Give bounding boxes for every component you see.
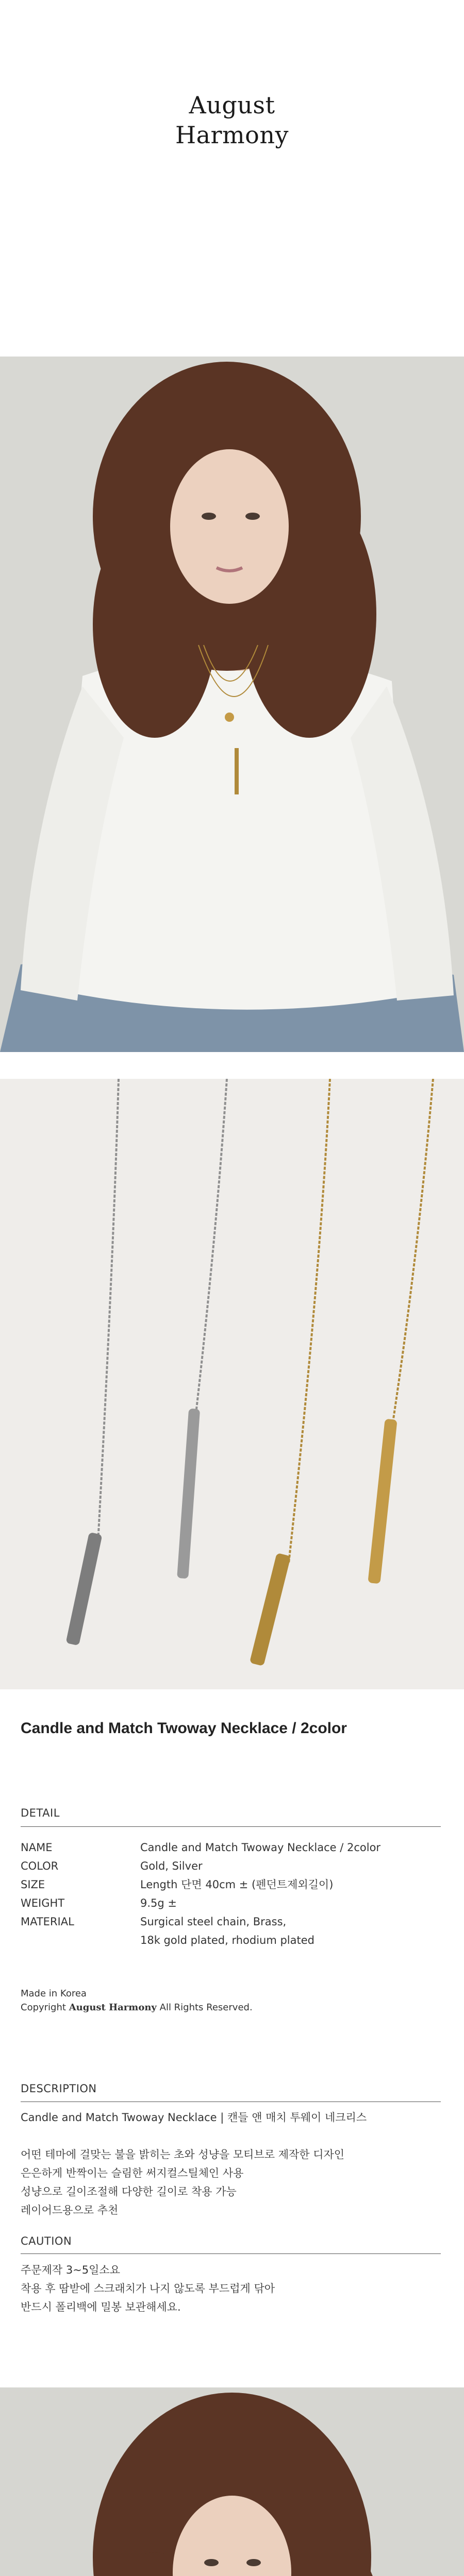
spec-row-size [21, 1875, 441, 1894]
spec-row-weight [21, 1894, 441, 1912]
copyright-suffix: All Rights Reserved. [159, 2002, 253, 2013]
spec-key: WEIGHT [21, 1897, 65, 1909]
copyright-brand: August Harmony [69, 2002, 157, 2013]
caution-heading: CAUTION [21, 2235, 72, 2247]
made-in-text: Made in Korea [21, 1988, 87, 1999]
spec-row-name [21, 1838, 441, 1857]
description-line: 레이어드용으로 추천 [21, 2204, 119, 2216]
description-spacer [21, 2127, 441, 2145]
spec-row-color [21, 1857, 441, 1875]
product-title: Candle and Match Twoway Necklace / 2color [21, 1720, 347, 1737]
spec-key [21, 1931, 140, 1950]
origin-info [21, 1987, 253, 2014]
model-photo-2 [0, 2387, 464, 2576]
description-text [21, 2108, 441, 2219]
spec-key: SIZE [21, 1878, 45, 1891]
spec-key: COLOR [21, 1860, 59, 1872]
caution-line: 착용 후 땀받에 스크래치가 나지 않도록 부드럽게 닦아 [21, 2282, 275, 2295]
brand-line-1: August [189, 91, 275, 119]
detail-divider [21, 1826, 441, 1827]
model-photo-1 [0, 357, 464, 1052]
product-photo [0, 1079, 464, 1689]
caution-line: 주문제작 3~5일소요 [21, 2264, 120, 2276]
detail-heading: DETAIL [21, 1807, 60, 1819]
spec-value: 18k gold plated, rhodium plated [140, 1934, 314, 1946]
copyright-line [21, 2001, 253, 2014]
spec-value: Length 단면 40cm ± (펜던트제외길이) [140, 1878, 334, 1891]
copyright-prefix: Copyright [21, 2002, 66, 2013]
spec-row-material-cont [21, 1931, 441, 1950]
spec-value: 9.5g ± [140, 1897, 177, 1909]
caution-divider [21, 2253, 441, 2254]
brand-line-2: Harmony [175, 121, 289, 149]
spec-value: Candle and Match Twoway Necklace / 2color [140, 1841, 381, 1854]
description-line: Candle and Match Twoway Necklace | 캔들 앤 매치 투웨이 네크리스 [21, 2111, 367, 2124]
detail-spec-table [21, 1838, 441, 1950]
caution-line: 반드시 폴리백에 밀봉 보관해세요. [21, 2301, 181, 2313]
caution-text [21, 2261, 441, 2316]
spec-value: Surgical steel chain, Brass, [140, 1916, 287, 1928]
spec-value: Gold, Silver [140, 1860, 203, 1872]
spec-key: NAME [21, 1841, 53, 1854]
description-heading: DESCRIPTION [21, 2082, 97, 2095]
description-line: 어떤 테마에 걸맞는 불을 밝히는 초와 성냥을 모티브로 제작한 디자인 [21, 2148, 345, 2161]
spec-key: MATERIAL [21, 1916, 74, 1928]
description-line: 은은하게 반짝이는 슬림한 써지컬스틸체인 사용 [21, 2167, 244, 2179]
description-line: 성냥으로 길이조절해 다양한 길이로 착용 가능 [21, 2185, 237, 2198]
brand-logo [0, 90, 464, 150]
spec-row-material [21, 1912, 441, 1931]
